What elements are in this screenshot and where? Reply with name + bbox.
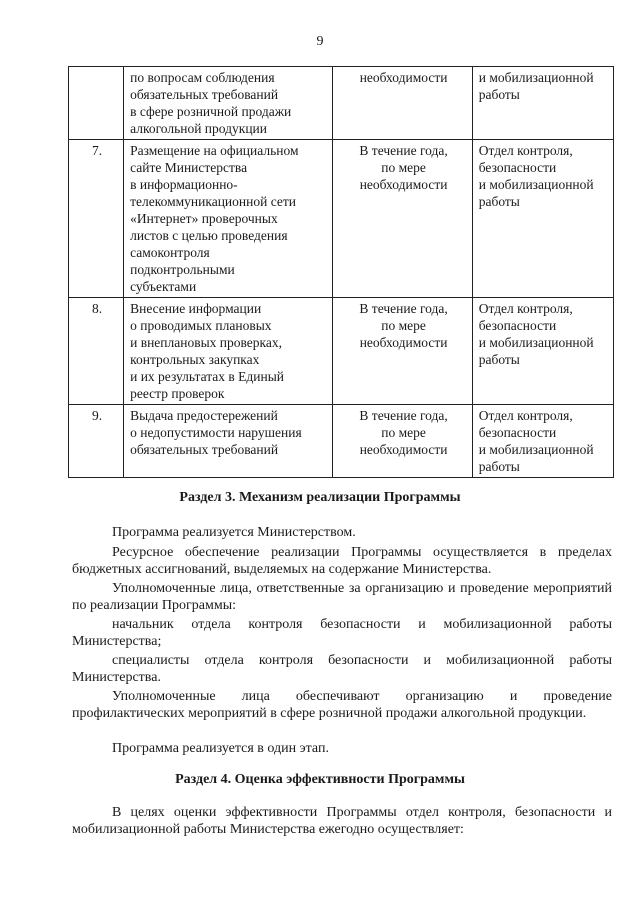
row-number-cell bbox=[69, 67, 124, 140]
activity-cell bbox=[124, 298, 333, 405]
cell-line: необходимости bbox=[359, 177, 448, 192]
page-number: 9 bbox=[316, 34, 324, 49]
section-4-paragraph: В целях оценки эффективности Программы отдел контроля, безопасности и мобилизационной работы Министерства ежегодно осуществляет: bbox=[72, 805, 612, 837]
row-number-cell: 7. bbox=[69, 140, 124, 298]
cell-line: в сфере розничной продажи bbox=[130, 104, 292, 119]
term-cell bbox=[333, 67, 472, 140]
cell-line: Размещение на официальном bbox=[130, 143, 299, 158]
cell-line: по мере bbox=[381, 425, 426, 440]
cell-line: сайте Министерства bbox=[130, 160, 248, 175]
activity-cell bbox=[124, 140, 333, 298]
cell-line: безопасности bbox=[478, 318, 557, 333]
cell-line: Отдел контроля, bbox=[478, 408, 573, 423]
measures-table bbox=[68, 66, 614, 478]
cell-line: Выдача предостережений bbox=[130, 408, 278, 423]
cell-line: В течение года, bbox=[359, 143, 448, 158]
cell-line: обязательных требований bbox=[130, 442, 279, 457]
section-3-paragraph: Уполномоченные лица, ответственные за организацию и проведение мероприятий по реализации Программы: bbox=[72, 581, 612, 613]
cell-line: работы bbox=[478, 352, 520, 367]
cell-line: обязательных требований bbox=[130, 87, 279, 102]
cell-line: субъектами bbox=[130, 279, 197, 294]
cell-line: алкогольной продукции bbox=[130, 121, 267, 136]
term-cell bbox=[333, 298, 472, 405]
cell-line: Отдел контроля, bbox=[478, 301, 573, 316]
cell-line: работы bbox=[478, 459, 520, 474]
cell-line: телекоммуникационной сети bbox=[130, 194, 296, 209]
cell-line: и мобилизационной bbox=[478, 442, 594, 457]
cell-line: и внеплановых проверках, bbox=[130, 335, 283, 350]
cell-line: безопасности bbox=[478, 425, 557, 440]
term-cell bbox=[333, 140, 472, 298]
cell-line: необходимости bbox=[359, 70, 448, 85]
cell-line: Внесение информации bbox=[130, 301, 262, 316]
cell-line: безопасности bbox=[478, 160, 557, 175]
row-number-cell: 9. bbox=[69, 405, 124, 478]
cell-line: «Интернет» проверочных bbox=[130, 211, 278, 226]
section-3-paragraph: специалисты отдела контроля безопасности и мобилизационной работы Министерства. bbox=[72, 653, 612, 685]
cell-line: по вопросам соблюдения bbox=[130, 70, 275, 85]
cell-line: и их результатах в Единый bbox=[130, 369, 285, 384]
row-number-cell: 8. bbox=[69, 298, 124, 405]
cell-line: подконтрольными bbox=[130, 262, 235, 277]
cell-line: и мобилизационной bbox=[478, 70, 594, 85]
table-row bbox=[69, 405, 614, 478]
cell-line: и мобилизационной bbox=[478, 177, 594, 192]
cell-line: и мобилизационной bbox=[478, 335, 594, 350]
cell-line: в информационно- bbox=[130, 177, 238, 192]
cell-line: В течение года, bbox=[359, 301, 448, 316]
responsible-cell bbox=[472, 140, 613, 298]
cell-line: необходимости bbox=[359, 442, 448, 457]
cell-line: о недопустимости нарушения bbox=[130, 425, 302, 440]
term-cell bbox=[333, 405, 472, 478]
table-row bbox=[69, 67, 614, 140]
section-3-paragraph: Уполномоченные лица обеспечивают организацию и проведение профилактических мероприятий в сфере розничной продажи алкогольной продукции. bbox=[72, 689, 612, 721]
cell-line: по мере bbox=[381, 160, 426, 175]
responsible-cell bbox=[472, 67, 613, 140]
cell-line: необходимости bbox=[359, 335, 448, 350]
cell-line: работы bbox=[478, 194, 520, 209]
cell-line: работы bbox=[478, 87, 520, 102]
cell-line: В течение года, bbox=[359, 408, 448, 423]
table-row bbox=[69, 298, 614, 405]
section-3-heading: Раздел 3. Механизм реализации Программы bbox=[179, 490, 461, 505]
responsible-cell bbox=[472, 298, 613, 405]
activity-cell bbox=[124, 405, 333, 478]
section-3-paragraph: Программа реализуется в один этап. bbox=[112, 741, 329, 756]
responsible-cell bbox=[472, 405, 613, 478]
cell-line: реестр проверок bbox=[130, 386, 225, 401]
section-4-heading: Раздел 4. Оценка эффективности Программы bbox=[175, 772, 465, 787]
cell-line: листов с целью проведения bbox=[130, 228, 288, 243]
cell-line: по мере bbox=[381, 318, 426, 333]
cell-line: самоконтроля bbox=[130, 245, 210, 260]
activity-cell bbox=[124, 67, 333, 140]
section-3-paragraph: Ресурсное обеспечение реализации Программы осуществляется в пределах бюджетных ассигнований, выделяемых на содержание Министерства. bbox=[72, 545, 612, 577]
cell-line: о проводимых плановых bbox=[130, 318, 272, 333]
section-3-paragraph: начальник отдела контроля безопасности и мобилизационной работы Министерства; bbox=[72, 617, 612, 649]
section-3-paragraph: Программа реализуется Министерством. bbox=[112, 525, 356, 540]
cell-line: Отдел контроля, bbox=[478, 143, 573, 158]
cell-line: контрольных закупках bbox=[130, 352, 260, 367]
table-row bbox=[69, 140, 614, 298]
